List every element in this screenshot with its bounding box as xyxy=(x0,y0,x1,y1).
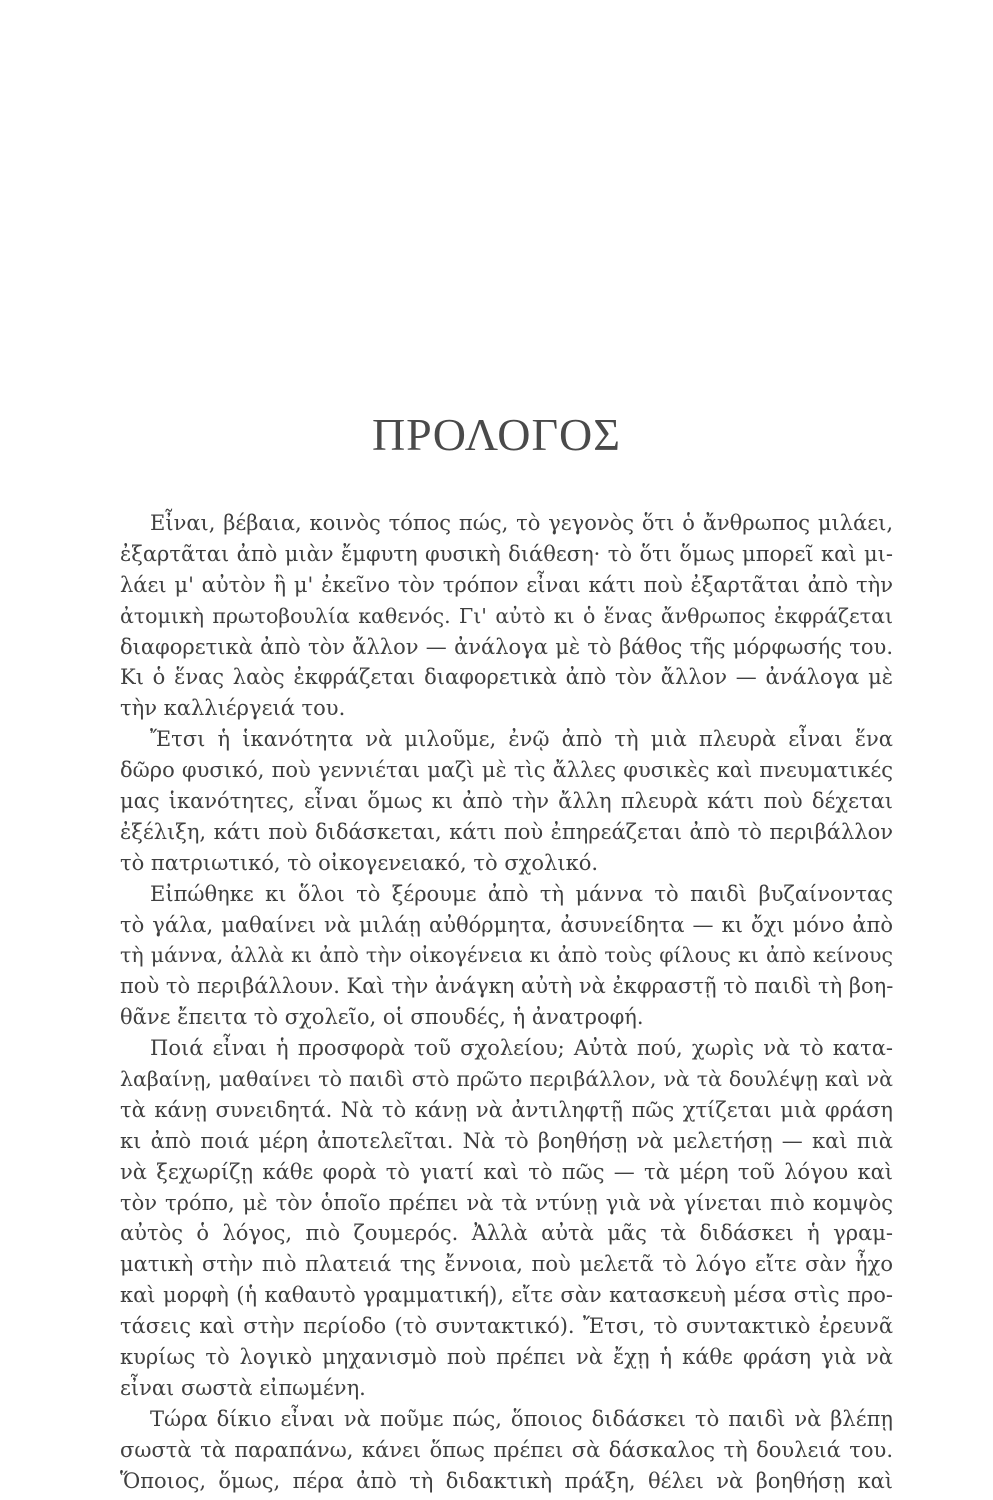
text-line: διαφορετικὰ ἀπὸ τὸν ἄλλον — ἀνάλογα μὲ τὸ βάθος τῆς μόρφωσής του. xyxy=(120,634,893,659)
text-line: αὐτὸς ὁ λόγος, πιὸ ζουμερός. Ἀλλὰ αὐτὰ μᾶς τὰ διδάσκει ἡ γραμ- xyxy=(120,1221,893,1246)
text-line: Ἔτσι ἡ ἱκανότητα νὰ μιλοῦμε, ἐνῷ ἀπὸ τὴ μιὰ πλευρὰ εἶναι ἕνα xyxy=(150,727,893,752)
text-line: τὸν τρόπο, μὲ τὸν ὁποῖο πρέπει νὰ τὰ ντύνῃ γιὰ νὰ γίνεται πιὸ κομψὸς xyxy=(120,1190,893,1215)
page-title: ΠΡΟΛΟΓΟΣ xyxy=(371,409,622,460)
text-line: λαβαίνῃ, μαθαίνει τὸ παιδὶ στὸ πρῶτο περιβάλλον, νὰ τὰ δουλέψῃ καὶ νὰ xyxy=(120,1067,893,1092)
text-line: μας ἱκανότητες, εἶναι ὅμως κι ἀπὸ τὴν ἄλλη πλευρὰ κάτι ποὺ δέχεται xyxy=(120,789,893,814)
text-line: τὴν καλλιέργειά του. xyxy=(120,696,346,721)
text-line: Κι ὁ ἕνας λαὸς ἐκφράζεται διαφορετικὰ ἀπὸ τὸν ἄλλον — ἀνάλογα μὲ xyxy=(120,665,893,690)
text-line: τὴ μάννα, ἀλλὰ κι ἀπὸ τὴν οἰκογένεια κι ἀπὸ τοὺς φίλους κι ἀπὸ κείνους xyxy=(120,943,893,968)
text-line: κι ἀπὸ ποιά μέρη ἀποτελεῖται. Νὰ τὸ βοηθήσῃ νὰ μελετήσῃ — καὶ πιὰ xyxy=(120,1128,893,1153)
text-line: Τώρα δίκιο εἶναι νὰ ποῦμε πώς, ὅποιος διδάσκει τὸ παιδὶ νὰ βλέπῃ xyxy=(150,1406,893,1431)
text-line: τὸ πατριωτικό, τὸ οἰκογενειακό, τὸ σχολικό. xyxy=(120,850,599,875)
text-line: θᾶνε ἔπειτα τὸ σχολεῖο, οἱ σπουδές, ἡ ἀνατροφή. xyxy=(120,1005,644,1030)
text-line: ματικὴ στὴν πιὸ πλατειά της ἔννοια, ποὺ μελετᾶ τὸ λόγο εἴτε σὰν ἦχο xyxy=(120,1252,893,1277)
text-line: ἐξέλιξη, κάτι ποὺ διδάσκεται, κάτι ποὺ ἐπηρεάζεται ἀπὸ τὸ περιβάλλον xyxy=(120,819,893,844)
text-line: Εἰπώθηκε κι ὅλοι τὸ ξέρουμε ἀπὸ τὴ μάννα τὸ παιδὶ βυζαίνοντας xyxy=(150,881,893,906)
text-line: ἐξαρτᾶται ἀπὸ μιὰν ἔμφυτη φυσικὴ διάθεση· τὸ ὅτι ὅμως μπορεῖ καὶ μι- xyxy=(120,541,893,566)
text-line: τάσεις καὶ στὴν περίοδο (τὸ συντακτικό). Ἔτσι, τὸ συντακτικὸ ἐρευνᾶ xyxy=(120,1314,893,1339)
text-line: νὰ ξεχωρίζῃ κάθε φορὰ τὸ γιατί καὶ τὸ πῶς — τὰ μέρη τοῦ λόγου καὶ xyxy=(120,1159,893,1184)
text-line: κυρίως τὸ λογικὸ μηχανισμὸ ποὺ πρέπει νὰ ἔχῃ ἡ κάθε φράση γιὰ νὰ xyxy=(120,1345,893,1370)
body-text xyxy=(120,508,893,1497)
text-line: σωστὰ τὰ παραπάνω, κάνει ὅπως πρέπει σὰ δάσκαλος τὴ δουλειά του. xyxy=(120,1437,893,1462)
text-line: καὶ μορφὴ (ἡ καθαυτὸ γραμματική), εἴτε σὰν κατασκευὴ μέσα στὶς προ- xyxy=(120,1283,893,1308)
text-line: ἀτομικὴ πρωτοβουλία καθενός. Γι' αὐτὸ κι ὁ ἕνας ἄνθρωπος ἐκφράζεται xyxy=(120,603,893,628)
text-line: Εἶναι, βέβαια, κοινὸς τόπος πώς, τὸ γεγονὸς ὅτι ὁ ἄνθρωπος μιλάει, xyxy=(150,511,893,535)
text-line: Ὅποιος, ὅμως, πέρα ἀπὸ τὴ διδακτικὴ πράξη, θέλει νὰ βοηθήσῃ καὶ xyxy=(120,1468,893,1493)
text-line: τὰ κάνῃ συνειδητά. Νὰ τὸ κάνῃ νὰ ἀντιληφτῇ πῶς χτίζεται μιὰ φράση xyxy=(120,1097,893,1122)
text-line: Ποιά εἶναι ἡ προσφορὰ τοῦ σχολείου; Αὐτὰ πού, χωρὶς νὰ τὸ κατα- xyxy=(150,1036,893,1061)
text-line: τὸ γάλα, μαθαίνει νὰ μιλάῃ αὐθόρμητα, ἀσυνείδητα — κι ὄχι μόνο ἀπὸ xyxy=(120,912,893,937)
text-line: ποὺ τὸ περιβάλλουν. Καὶ τὴν ἀνάγκη αὐτὴ νὰ ἐκφραστῇ τὸ παιδὶ τὴ βοη- xyxy=(120,974,894,999)
text-line: λάει μ' αὐτὸν ἢ μ' ἐκεῖνο τὸν τρόπον εἶναι κάτι ποὺ ἐξαρτᾶται ἀπὸ τὴν xyxy=(120,572,893,597)
text-line: δῶρο φυσικό, ποὺ γεννιέται μαζὶ μὲ τὶς ἄλλες φυσικὲς καὶ πνευματικές xyxy=(120,758,893,783)
text-line: εἶναι σωστὰ εἰπωμένη. xyxy=(120,1375,366,1400)
